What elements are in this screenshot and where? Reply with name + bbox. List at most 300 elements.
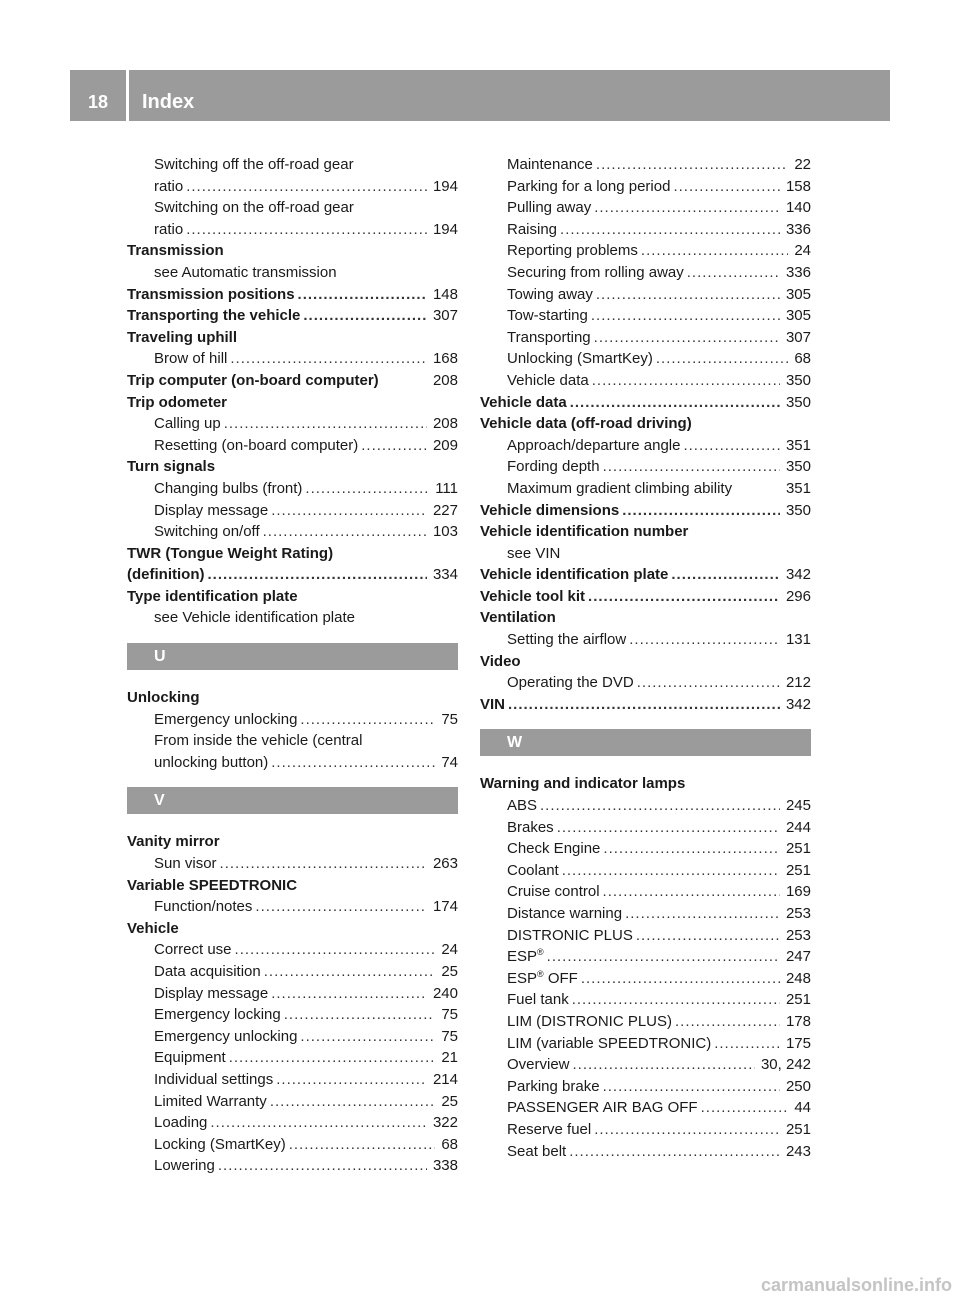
entry-text xyxy=(480,415,692,432)
entry-text xyxy=(127,394,227,411)
entry-text xyxy=(154,1004,284,1026)
entry-text xyxy=(480,694,508,716)
index-entry xyxy=(127,305,458,327)
page-reference[interactable]: 240 xyxy=(432,984,458,1002)
index-subentry xyxy=(480,240,811,262)
entry-text xyxy=(480,523,688,540)
entry-text xyxy=(154,521,263,543)
dot-leader xyxy=(560,219,780,241)
index-entry xyxy=(127,687,458,709)
entry-text xyxy=(507,946,547,968)
index-subentry xyxy=(480,305,811,327)
entry-label: Reporting problems xyxy=(507,242,638,260)
page-reference[interactable]: 305 xyxy=(785,307,811,325)
entry-text xyxy=(480,586,588,608)
page-reference[interactable]: 322 xyxy=(432,1114,458,1132)
page-reference[interactable]: 175 xyxy=(785,1034,811,1052)
entry-text xyxy=(507,197,594,219)
entry-text xyxy=(154,413,224,435)
entry-label: Emergency unlocking xyxy=(154,710,298,728)
index-subentry xyxy=(127,262,458,284)
page-reference[interactable]: 336 xyxy=(785,220,811,238)
entry-text xyxy=(154,896,255,918)
page-reference[interactable]: 296 xyxy=(785,587,811,605)
index-subentry xyxy=(480,154,811,176)
page-reference[interactable]: 140 xyxy=(785,199,811,217)
index-subentry xyxy=(480,176,811,198)
page-reference[interactable]: 24 xyxy=(794,242,811,260)
entry-text xyxy=(507,305,591,327)
dot-leader xyxy=(270,1091,436,1113)
page-reference[interactable]: 111 xyxy=(435,479,458,497)
entry-text xyxy=(127,329,237,346)
entry-label: see VIN xyxy=(507,544,561,562)
dot-leader xyxy=(675,1011,780,1033)
entry-text xyxy=(507,456,603,478)
entry-label: Trip odometer xyxy=(127,393,228,411)
dot-leader xyxy=(603,881,780,903)
page-reference[interactable]: 208 xyxy=(432,415,458,433)
dot-leader xyxy=(218,1155,427,1177)
entry-label: Function/notes xyxy=(154,898,253,916)
page-reference[interactable]: 351 xyxy=(785,479,811,497)
entry-text xyxy=(507,881,603,903)
entry-text xyxy=(507,176,673,198)
dot-leader xyxy=(581,968,780,990)
entry-text xyxy=(127,545,333,562)
page-reference[interactable]: 174 xyxy=(432,898,458,916)
entry-label: Vehicle tool kit xyxy=(480,587,586,605)
index-subentry xyxy=(127,197,458,219)
dot-leader xyxy=(540,795,780,817)
dot-leader xyxy=(572,989,780,1011)
entry-label: Sun visor xyxy=(154,855,217,873)
entry-text xyxy=(507,989,572,1011)
section-spacer xyxy=(480,715,811,729)
entry-text xyxy=(154,156,354,173)
page-reference[interactable]: 248 xyxy=(785,969,811,987)
page-reference[interactable]: 251 xyxy=(785,991,811,1009)
entry-label: Correct use xyxy=(154,941,232,959)
page-reference[interactable]: 334 xyxy=(432,566,458,584)
page-reference[interactable]: 30, 242 xyxy=(760,1056,811,1074)
page-reference[interactable]: 169 xyxy=(785,883,811,901)
page-reference[interactable]: 68 xyxy=(441,1135,458,1153)
entry-label: Pulling away xyxy=(507,199,592,217)
page-reference[interactable]: 131 xyxy=(785,631,811,649)
entry-text xyxy=(507,795,540,817)
index-entry xyxy=(480,651,811,673)
page-reference[interactable]: 208 xyxy=(432,371,458,389)
page-reference[interactable]: 263 xyxy=(432,855,458,873)
entry-text xyxy=(507,219,560,241)
entry-label: Vehicle dimensions xyxy=(480,501,620,519)
entry-text xyxy=(507,154,596,176)
index-subentry xyxy=(480,968,811,990)
entry-label: Parking brake xyxy=(507,1077,600,1095)
entry-text xyxy=(507,327,594,349)
index-subentry xyxy=(127,1069,458,1091)
page-reference[interactable]: 168 xyxy=(432,350,458,368)
section-spacer xyxy=(127,629,458,643)
dot-leader xyxy=(596,154,788,176)
index-subentry xyxy=(127,219,458,241)
dot-leader xyxy=(701,1097,789,1119)
index-subentry xyxy=(127,961,458,983)
entry-text xyxy=(127,877,297,894)
index-subentry xyxy=(480,478,811,500)
dot-leader xyxy=(303,305,427,327)
entry-text xyxy=(127,920,179,937)
index-subentry xyxy=(480,435,811,457)
dot-leader xyxy=(622,500,780,522)
dot-leader xyxy=(271,983,427,1005)
index-subentry xyxy=(480,989,811,1011)
entry-label: Cruise control xyxy=(507,883,600,901)
index-subentry xyxy=(480,629,811,651)
index-entry xyxy=(127,370,458,392)
index-entry xyxy=(127,918,458,940)
entry-label: Raising xyxy=(507,220,558,238)
entry-label: TWR (Tongue Weight Rating) xyxy=(127,544,334,562)
index-subentry xyxy=(127,176,458,198)
watermark-text: carmanualsonline.info xyxy=(760,1275,952,1295)
index-column-right xyxy=(480,154,811,1162)
index-subentry xyxy=(480,925,811,947)
entry-text xyxy=(154,219,186,241)
page-reference[interactable]: 24 xyxy=(441,941,458,959)
page-reference[interactable]: 342 xyxy=(785,695,811,713)
dot-leader xyxy=(235,939,436,961)
index-subentry xyxy=(127,752,458,774)
entry-label: Brakes xyxy=(507,818,554,836)
index-subentry xyxy=(480,262,811,284)
entry-text xyxy=(154,853,220,875)
entry-text xyxy=(154,1091,270,1113)
dot-leader xyxy=(636,925,780,947)
entry-text xyxy=(507,838,603,860)
entry-label: Transmission xyxy=(127,242,224,260)
entry-text xyxy=(154,1112,210,1134)
entry-label: VIN xyxy=(480,695,506,713)
entry-label: Emergency unlocking xyxy=(154,1027,298,1045)
index-subentry xyxy=(480,284,811,306)
entry-suffix: OFF xyxy=(543,969,578,987)
page-reference[interactable]: 253 xyxy=(785,926,811,944)
entry-label: Unlocking xyxy=(127,689,200,707)
page-reference[interactable]: 350 xyxy=(785,393,811,411)
entry-text xyxy=(507,1011,675,1033)
entry-text xyxy=(507,817,557,839)
page-number: 18 xyxy=(87,92,109,112)
page-reference[interactable]: 336 xyxy=(785,263,811,281)
dot-leader xyxy=(637,672,780,694)
index-entry xyxy=(127,875,458,897)
page-reference[interactable]: 251 xyxy=(785,861,811,879)
entry-text xyxy=(507,1097,701,1119)
index-entry xyxy=(480,607,811,629)
index-subentry xyxy=(480,348,811,370)
entry-label: Switching on/off xyxy=(154,523,260,541)
entry-text xyxy=(507,672,637,694)
index-entry xyxy=(127,831,458,853)
index-subentry xyxy=(480,1011,811,1033)
dot-leader xyxy=(263,521,427,543)
page-reference[interactable]: 350 xyxy=(785,458,811,476)
entry-text xyxy=(507,860,562,882)
dot-leader xyxy=(276,1069,427,1091)
page-reference[interactable]: 148 xyxy=(432,285,458,303)
page-reference[interactable]: 209 xyxy=(432,436,458,454)
page-reference[interactable]: 75 xyxy=(441,1006,458,1024)
dot-leader xyxy=(557,817,780,839)
page-reference[interactable]: 244 xyxy=(785,818,811,836)
page-reference[interactable]: 351 xyxy=(785,436,811,454)
index-subentry xyxy=(127,521,458,543)
entry-text xyxy=(154,1155,218,1177)
entry-text xyxy=(154,983,271,1005)
page-reference[interactable]: 338 xyxy=(432,1157,458,1175)
dot-leader xyxy=(588,586,780,608)
page-reference[interactable]: 22 xyxy=(794,156,811,173)
dot-leader xyxy=(656,348,788,370)
index-subentry xyxy=(127,730,458,752)
page-reference[interactable]: 25 xyxy=(441,963,458,980)
dot-leader xyxy=(594,327,780,349)
entry-label: Vehicle data xyxy=(480,393,567,411)
entry-label: Warning and indicator lamps xyxy=(480,775,686,793)
index-subentry xyxy=(480,860,811,882)
page-reference[interactable]: 305 xyxy=(785,285,811,303)
entry-text xyxy=(154,1026,300,1048)
entry-text xyxy=(154,348,230,370)
index-entry xyxy=(480,773,811,795)
entry-text xyxy=(154,961,264,983)
entry-text xyxy=(154,1047,229,1069)
page-reference[interactable]: 227 xyxy=(432,501,458,519)
dot-leader xyxy=(625,903,780,925)
entry-text xyxy=(154,478,305,500)
dot-leader xyxy=(230,348,427,370)
page-reference[interactable]: 251 xyxy=(785,1120,811,1138)
page-reference[interactable]: 245 xyxy=(785,797,811,815)
dot-leader xyxy=(271,752,435,774)
page-reference[interactable]: 247 xyxy=(785,948,811,966)
page-reference[interactable]: 75 xyxy=(441,710,458,728)
index-entry xyxy=(127,327,458,349)
header-divider xyxy=(126,70,129,121)
page-reference[interactable]: 307 xyxy=(432,307,458,325)
entry-label: Reserve fuel xyxy=(507,1120,592,1138)
page-reference[interactable]: 103 xyxy=(432,523,458,541)
entry-label: Towing away xyxy=(507,285,593,303)
index-subentry xyxy=(127,1026,458,1048)
dot-leader xyxy=(641,240,788,262)
entry-label: Fording depth xyxy=(507,458,600,476)
dot-leader xyxy=(264,961,436,983)
page-reference[interactable]: 212 xyxy=(785,674,811,692)
dot-leader xyxy=(573,1054,755,1076)
entry-label: Type identification plate xyxy=(127,587,298,605)
index-subentry xyxy=(127,1112,458,1134)
dot-leader xyxy=(570,392,780,414)
entry-label: Loading xyxy=(154,1114,208,1132)
entry-label: Coolant xyxy=(507,861,559,879)
page-reference[interactable]: 350 xyxy=(785,501,811,519)
entry-text xyxy=(154,199,354,216)
index-entry xyxy=(480,500,811,522)
index-entry xyxy=(127,456,458,478)
entry-text xyxy=(480,775,685,792)
page-reference[interactable]: 253 xyxy=(785,905,811,922)
index-subentry xyxy=(480,1054,811,1076)
page-reference[interactable]: 250 xyxy=(785,1077,811,1095)
entry-text xyxy=(507,1119,594,1141)
entry-text xyxy=(507,925,636,947)
entry-text xyxy=(480,500,622,522)
entry-label: Resetting (on-board computer) xyxy=(154,436,359,454)
dot-leader xyxy=(224,413,427,435)
dot-leader xyxy=(284,1004,436,1026)
entry-label: Securing from rolling away xyxy=(507,263,684,281)
index-subentry xyxy=(480,1141,811,1163)
entry-text xyxy=(154,1134,289,1156)
index-subentry xyxy=(480,1097,811,1119)
page-reference[interactable]: 178 xyxy=(785,1012,811,1030)
page-reference[interactable]: 68 xyxy=(794,350,811,368)
entry-text xyxy=(507,435,683,457)
entry-label: Trip computer (on-board computer) xyxy=(127,371,379,389)
entry-label: Traveling uphill xyxy=(127,328,238,346)
dot-leader xyxy=(592,370,780,392)
entry-label: Parking for a long period xyxy=(507,177,671,195)
dot-leader xyxy=(271,500,427,522)
index-subentry xyxy=(480,1033,811,1055)
index-subentry xyxy=(480,1076,811,1098)
entry-label: see Automatic transmission xyxy=(154,263,337,281)
entry-text xyxy=(154,435,361,457)
dot-leader xyxy=(229,1047,436,1069)
entry-label: Turn signals xyxy=(127,458,216,476)
dot-leader xyxy=(289,1134,436,1156)
dot-leader xyxy=(569,1141,780,1163)
page-reference[interactable]: 25 xyxy=(441,1092,458,1110)
entry-label: unlocking button) xyxy=(154,753,269,771)
entry-label: Check Engine xyxy=(507,840,601,858)
entry-label: Operating the DVD xyxy=(507,674,634,692)
dot-leader xyxy=(207,564,426,586)
page-reference[interactable]: 243 xyxy=(785,1142,811,1160)
page-reference[interactable]: 214 xyxy=(432,1070,458,1088)
page-reference[interactable]: 251 xyxy=(785,840,811,858)
dot-leader xyxy=(673,176,780,198)
index-subentry xyxy=(480,1119,811,1141)
entry-label: Locking (SmartKey) xyxy=(154,1135,286,1153)
entry-label: Limited Warranty xyxy=(154,1092,267,1110)
dot-leader xyxy=(596,284,780,306)
entry-text xyxy=(154,939,235,961)
page-reference[interactable]: 158 xyxy=(785,177,811,195)
dot-leader xyxy=(603,456,780,478)
entry-label: Overview xyxy=(507,1056,570,1074)
dot-leader xyxy=(305,478,429,500)
index-letter-heading: U xyxy=(127,643,458,670)
dot-leader xyxy=(562,860,780,882)
entry-label: PASSENGER AIR BAG OFF xyxy=(507,1099,698,1117)
index-entry xyxy=(127,284,458,306)
entry-label: Variable SPEEDTRONIC xyxy=(127,876,298,894)
entry-text xyxy=(507,1076,603,1098)
page-reference[interactable]: 74 xyxy=(441,753,458,771)
dot-leader xyxy=(255,896,427,918)
index-entry xyxy=(127,586,458,608)
page-reference[interactable]: 307 xyxy=(785,328,811,346)
entry-label: Vehicle data xyxy=(507,371,589,389)
index-column-left xyxy=(127,154,458,1177)
index-entry xyxy=(127,240,458,262)
entry-text xyxy=(127,242,224,259)
page-reference[interactable]: 75 xyxy=(441,1027,458,1045)
page-reference[interactable]: 194 xyxy=(432,220,458,238)
entry-text xyxy=(154,752,271,774)
page-reference[interactable]: 194 xyxy=(432,177,458,195)
entry-label: Vehicle identification plate xyxy=(480,566,669,584)
index-subentry xyxy=(480,903,811,925)
index-subentry xyxy=(127,413,458,435)
entry-text xyxy=(480,653,521,670)
page-reference[interactable]: 350 xyxy=(785,371,811,389)
entry-text xyxy=(127,564,207,586)
index-subentry xyxy=(127,896,458,918)
entry-label: Switching off the off-road gear xyxy=(154,156,354,173)
entry-text xyxy=(154,500,271,522)
dot-leader xyxy=(508,694,780,716)
entry-label: DISTRONIC PLUS xyxy=(507,926,633,944)
page-reference[interactable]: 342 xyxy=(785,566,811,584)
entry-label: Maximum gradient climbing ability xyxy=(507,479,733,497)
index-entry xyxy=(480,413,811,435)
entry-text xyxy=(507,968,581,990)
entry-text xyxy=(127,305,303,327)
entry-label: Tow-starting xyxy=(507,307,588,325)
entry-label: Seat belt xyxy=(507,1142,567,1160)
page-reference[interactable]: 21 xyxy=(441,1049,458,1067)
index-subentry xyxy=(127,853,458,875)
entry-text xyxy=(154,176,186,198)
index-entry xyxy=(480,564,811,586)
entry-text xyxy=(127,284,298,306)
page-title: Index xyxy=(142,91,195,113)
entry-text xyxy=(507,545,560,562)
entry-label: Data acquisition xyxy=(154,963,261,980)
index-subentry xyxy=(127,435,458,457)
entry-label: Vehicle identification number xyxy=(480,523,689,541)
dot-leader xyxy=(603,1076,780,1098)
entry-label: ESP xyxy=(507,948,538,966)
page-reference[interactable]: 44 xyxy=(794,1099,811,1117)
entry-text xyxy=(154,709,300,731)
entry-label: Unlocking (SmartKey) xyxy=(507,350,653,368)
index-subentry xyxy=(480,838,811,860)
entry-label: Setting the airflow xyxy=(507,631,627,649)
index-subentry xyxy=(127,607,458,629)
entry-label: Switching on the off-road gear xyxy=(154,199,354,217)
entry-label: Vehicle xyxy=(127,919,179,937)
entry-label: LIM (variable SPEEDTRONIC) xyxy=(507,1034,712,1052)
entry-text xyxy=(154,264,337,281)
entry-text xyxy=(127,833,220,850)
entry-text xyxy=(127,458,215,475)
